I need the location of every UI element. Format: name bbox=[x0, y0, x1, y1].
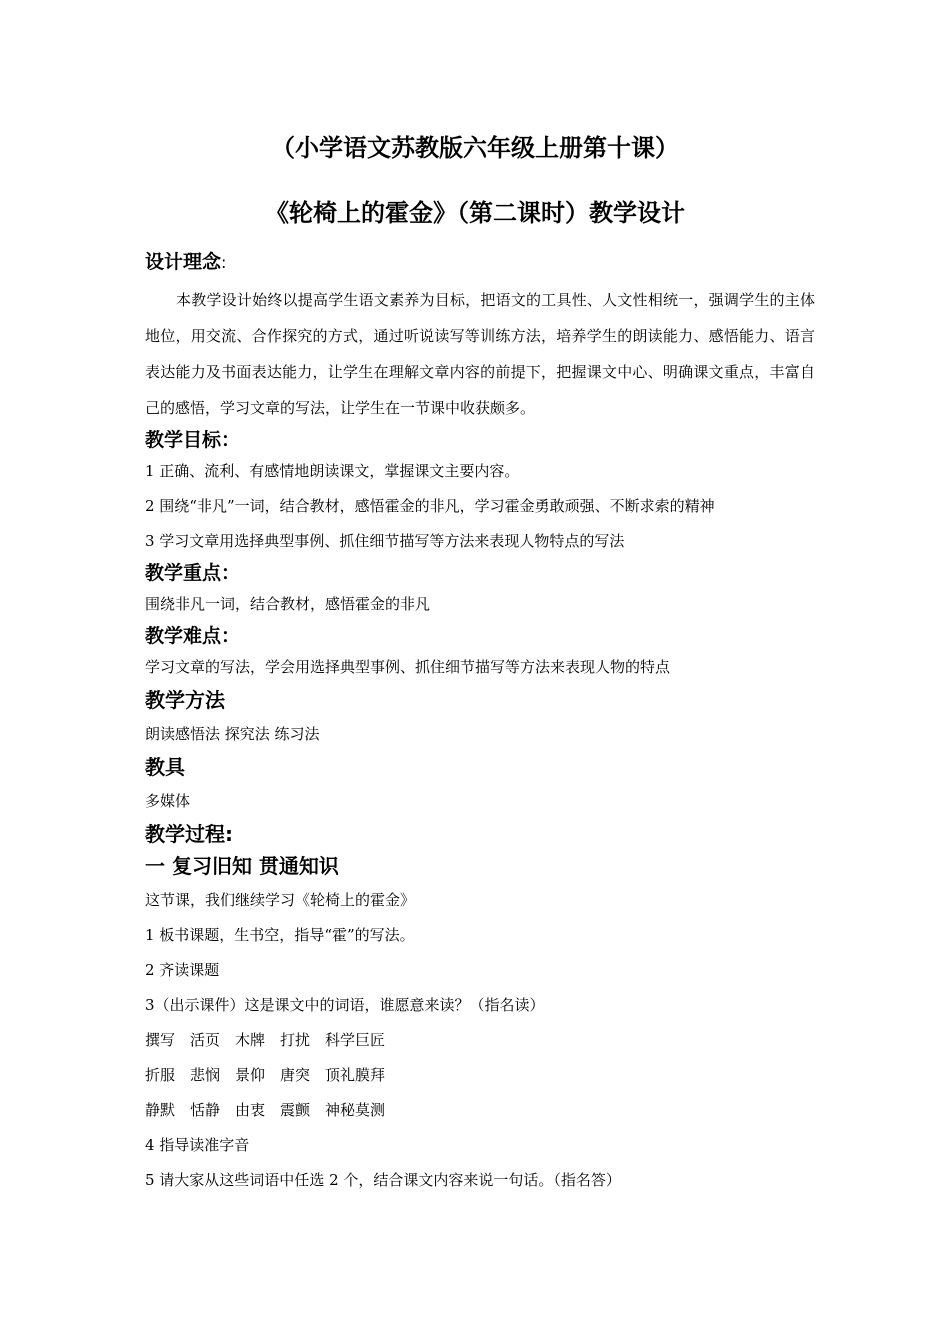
vocabulary-row: 静默 恬静 由衷 震颤 神秘莫测 bbox=[145, 1101, 386, 1119]
section-heading-methods: 教学方法 bbox=[145, 688, 225, 712]
process-line: 5 请大家从这些词语中任选 2 个，结合课文内容来说一句话。（指名答） bbox=[145, 1171, 621, 1189]
tools-text: 多媒体 bbox=[145, 792, 191, 810]
concept-paragraph: 本教学设计始终以提高学生语文素养为目标，把语文的工具性、人文性相统一，强调学生的主体地位，用交流、合作探究的方式，通过听说读写等训练方法，培养学生的朗读能力、感悟能力、语言表达能力及书面表达能力，让学生在理解文章内容的前提下，把握课文中心、明确课文重点，丰富自己的感悟，学习文章的写法，让学生在一节课中收获颇多。 bbox=[145, 291, 815, 417]
vocabulary-row: 折服 悲悯 景仰 唐突 顶礼膜拜 bbox=[145, 1066, 386, 1084]
process-line: 3（出示课件）这是课文中的词语，谁愿意来读？（指名读） bbox=[145, 996, 545, 1014]
process-section-1-heading: 一 复习旧知 贯通知识 bbox=[145, 854, 339, 878]
process-line: 1 板书课题，生书空，指导“霍”的写法。 bbox=[145, 926, 415, 944]
section-heading-concept bbox=[145, 248, 815, 276]
section-heading-goals: 教学目标： bbox=[145, 429, 241, 451]
methods-text: 朗读感悟法 探究法 练习法 bbox=[145, 725, 320, 743]
goal-item: 1 正确、流利、有感情地朗读课文，掌握课文主要内容。 bbox=[145, 462, 520, 480]
goal-item: 2 围绕“非凡”一词，结合教材，感悟霍金的非凡，学习霍金勇敢顽强、不断求索的精神 bbox=[145, 497, 715, 515]
difficulty-text: 学习文章的写法，学会用选择典型事例、抓住细节描写等方法来表现人物的特点 bbox=[145, 658, 671, 676]
goal-item: 3 学习文章用选择典型事例、抓住细节描写等方法来表现人物特点的写法 bbox=[145, 532, 625, 550]
process-line: 4 指导读准字音 bbox=[145, 1136, 250, 1154]
focus-text: 围绕非凡一词，结合教材，感悟霍金的非凡 bbox=[145, 595, 431, 613]
vocabulary-row: 撰写 活页 木牌 打扰 科学巨匠 bbox=[145, 1031, 386, 1049]
section-heading-process: 教学过程: bbox=[145, 822, 233, 846]
section-heading-difficulty: 教学难点： bbox=[145, 625, 241, 647]
process-line: 这节课，我们继续学习《轮椅上的霍金》 bbox=[145, 891, 416, 909]
concept-heading-colon: : bbox=[221, 253, 227, 272]
section-heading-tools: 教具 bbox=[145, 755, 185, 779]
concept-heading-text: 设计理念 bbox=[145, 251, 222, 273]
document-title: 《轮椅上的霍金》（第二课时）教学设计 bbox=[265, 199, 685, 227]
document-subtitle: （小学语文苏教版六年级上册第十课） bbox=[271, 134, 679, 162]
process-line: 2 齐读课题 bbox=[145, 961, 220, 979]
document-body bbox=[145, 248, 815, 1198]
section-heading-focus: 教学重点： bbox=[145, 562, 241, 584]
